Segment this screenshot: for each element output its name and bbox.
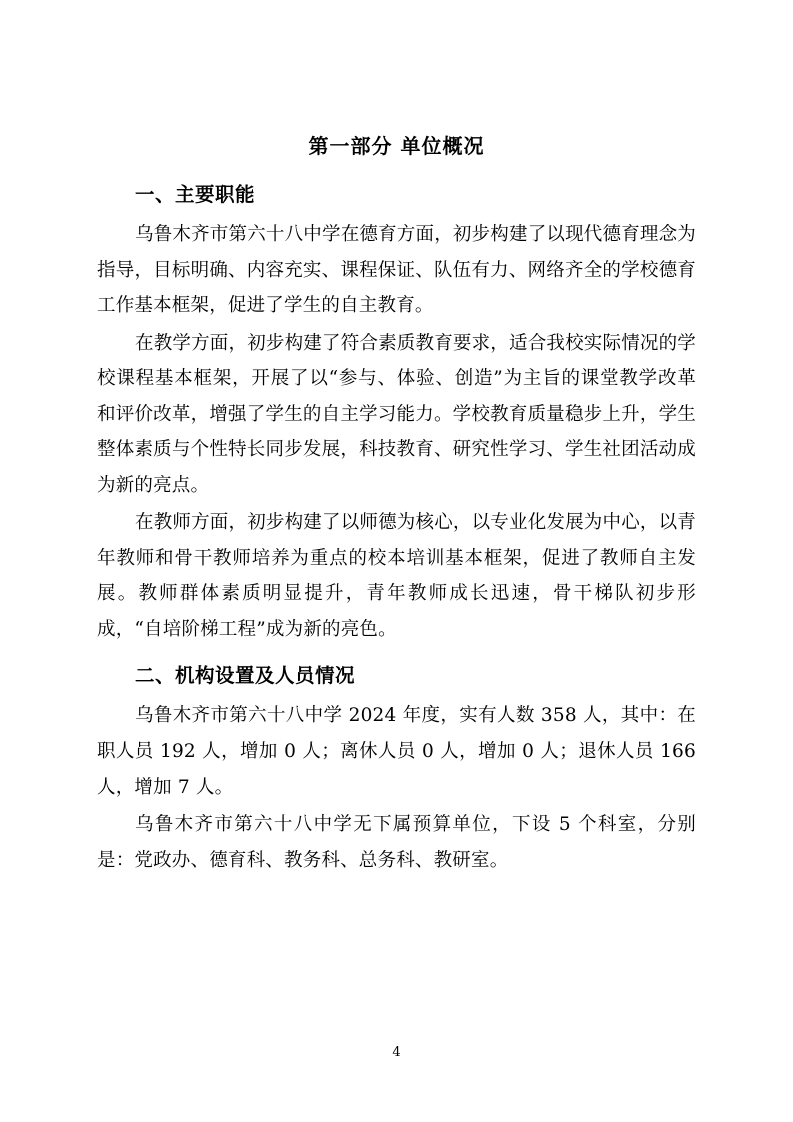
paragraph: 乌鲁木齐市第六十八中学 2024 年度，实有人数 358 人，其中：在职人员 192 人，增加 0 人；离休人员 0 人，增加 0 人；退休人员 166 人，增加 7 人。 xyxy=(97,705,696,798)
paragraph: 乌鲁木齐市第六十八中学无下属预算单位，下设 5 个科室，分别是：党政办、德育科、教务科、总务科、教研室。 xyxy=(97,814,696,871)
paragraph: 乌鲁木齐市第六十八中学在德育方面，初步构建了以现代德育理念为指导，目标明确、内容充实、课程保证、队伍有力、网络齐全的学校德育工作基本框架，促进了学生的自主教育。 xyxy=(97,224,697,317)
page-number: 4 xyxy=(392,1045,401,1060)
paragraph: 在教学方面，初步构建了符合素质教育要求，适合我校实际情况的学校课程基本框架，开展了以“参与、体验、创造”为主旨的课堂教学改革和评价改革，增强了学生的自主学习能力。学校教育质量稳步上升，学生整体素质与个性特长同步发展，科技教育、研究性学习、学生社团活动成为新的亮点。 xyxy=(97,332,697,496)
section-heading-org-structure: 二、机构设置及人员情况 xyxy=(135,664,356,688)
page-title: 第一部分 单位概况 xyxy=(308,134,485,158)
paragraph: 在教师方面，初步构建了以师德为核心，以专业化发展为中心，以青年教师和骨干教师培养为重点的校本培训基本框架，促进了教师自主发展。教师群体素质明显提升，青年教师成长迅速，骨干梯队初步形成，“自培阶梯工程”成为新的亮色。 xyxy=(97,512,697,640)
section-heading-main-duties: 一、主要职能 xyxy=(135,183,256,206)
